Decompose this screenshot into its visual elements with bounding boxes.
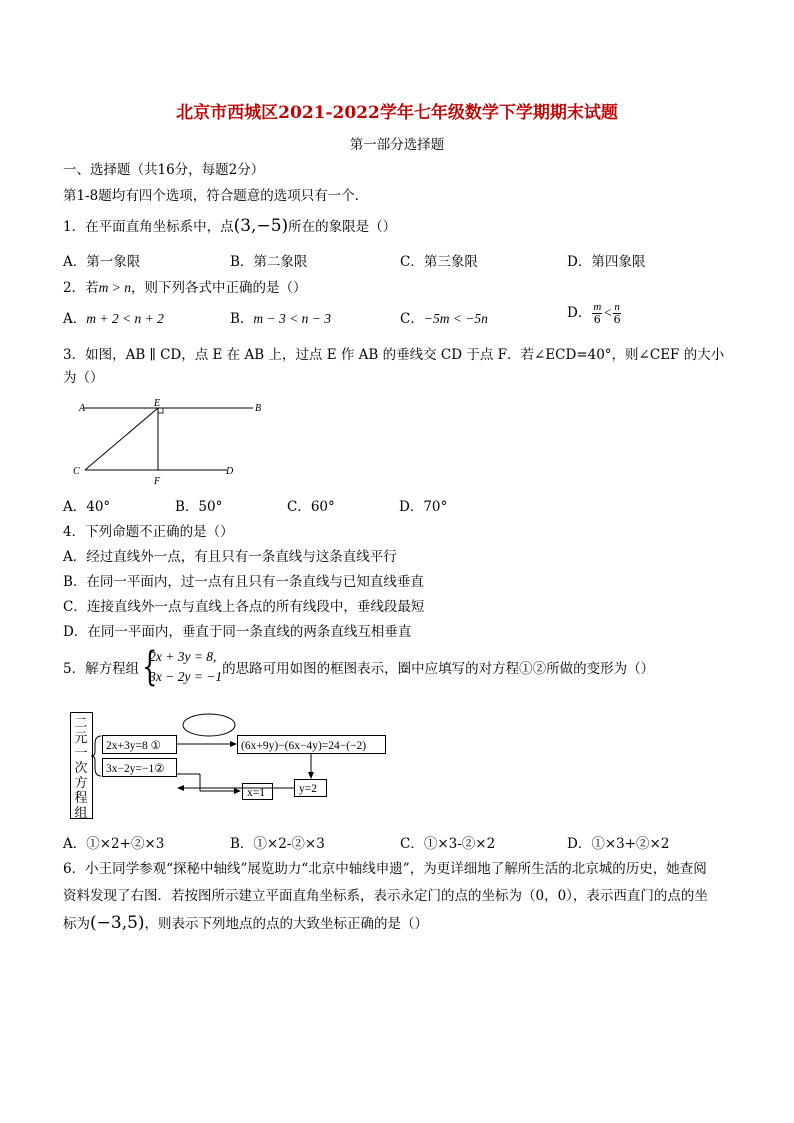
- q5-option-b[interactable]: B．①×2-②×3: [230, 836, 325, 852]
- q3-option-c[interactable]: C．60°: [287, 499, 335, 515]
- svg-text:次: 次: [74, 760, 88, 775]
- q5-option-a[interactable]: A．①×2+②×3: [63, 836, 165, 852]
- label-f: F: [154, 476, 161, 487]
- q3-stem-line1: 3．如图，AB ∥ CD，点 E 在 AB 上，过点 E 作 AB 的垂线交 CD 于点 F．若∠ECD=40°，则∠CEF 的大小: [63, 347, 725, 363]
- q1-stem: 1．在平面直角坐标系中，点(3,−5)所在的象限是（）: [63, 216, 397, 236]
- svg-text:元: 元: [74, 730, 88, 745]
- section-heading: 一、选择题（共16分，每题2分）: [63, 162, 265, 178]
- q2-stem: 2．若m > n，则下列各式中正确的是（）: [63, 280, 307, 296]
- svg-text:组: 组: [74, 805, 88, 820]
- segment-ec: [85, 408, 158, 470]
- q4-option-b[interactable]: B．在同一平面内，过一点有且只有一条直线与已知直线垂直: [63, 574, 424, 590]
- q6-line1: 6．小王同学参观“探秘中轴线”展览助力“北京中轴线申遗”，为更详细地了解所生活的北京城的历史，她查阅: [63, 861, 707, 877]
- q4-stem: 4．下列命题不正确的是（）: [63, 524, 234, 540]
- q5-stem: 5．解方程组 { 2x + 3y = 8, 3x − 2y = −1 的思路可用如图的框图表示，圈中应填写的对方程①②所做的变形为（）: [63, 644, 655, 690]
- q1-option-a[interactable]: A．第一象限: [63, 254, 141, 270]
- svg-text:程: 程: [74, 790, 88, 805]
- q3-option-b[interactable]: B．50°: [175, 499, 223, 515]
- q1-option-b[interactable]: B．第二象限: [230, 254, 308, 270]
- svg-text:一: 一: [74, 745, 88, 760]
- svg-text:二: 二: [74, 715, 88, 730]
- svg-text:3x−2y=−1②: 3x−2y=−1②: [106, 763, 165, 775]
- q5-equation-system: { 2x + 3y = 8, 3x − 2y = −1: [142, 644, 223, 690]
- q5-option-d[interactable]: D．①×3+②×2: [567, 836, 670, 852]
- label-d: D: [226, 466, 234, 477]
- q4-option-d[interactable]: D．在同一平面内，垂直于同一条直线的两条直线互相垂直: [63, 624, 412, 640]
- flow-side-label: [75, 715, 88, 820]
- page-title: 北京市西城区2021-2022学年七年级数学下学期期末试题: [176, 103, 618, 123]
- svg-text:x=1: x=1: [247, 787, 265, 799]
- q5-flowchart: [70, 712, 400, 820]
- q2-condition: m > n: [98, 280, 131, 295]
- label-e: E: [154, 398, 161, 409]
- q6-line2: 资料发现了右图．若按图所示建立平面直角坐标系，表示永定门的点的坐标为（0，0），表示西直门的点的坐: [63, 888, 708, 904]
- q3-option-a[interactable]: A．40°: [63, 499, 111, 515]
- q2-option-b[interactable]: B．m − 3 < n − 3: [230, 311, 332, 327]
- q2-d-fraction-m: $\frac{m}{6}$: [593, 301, 602, 326]
- flow-blank-ellipse: [183, 714, 235, 736]
- q3-option-d[interactable]: D．70°: [399, 499, 448, 515]
- q1-point: (3,−5): [233, 216, 289, 236]
- svg-text:(6x+9y)−(6x−4y)=24−(−2): (6x+9y)−(6x−4y)=24−(−2): [241, 740, 367, 752]
- svg-text:y=2: y=2: [299, 783, 317, 795]
- q6-line3: 标为(−3,5)，则表示下列地点的点的大致坐标正确的是（）: [63, 913, 429, 933]
- q3-figure: [65, 396, 275, 488]
- q2-option-d[interactable]: D． $\frac{m}{6}$ < $\frac{n}{6}$: [567, 301, 621, 326]
- q2-option-c[interactable]: C．−5m < −5n: [400, 311, 488, 327]
- part-heading: 第一部分选择题: [349, 137, 445, 153]
- q2-option-a[interactable]: A．m + 2 < n + 2: [63, 311, 164, 327]
- q4-option-c[interactable]: C．连接直线外一点与直线上各点的所有线段中，垂线段最短: [63, 599, 425, 615]
- svg-text:2x+3y=8 ①: 2x+3y=8 ①: [106, 740, 161, 752]
- svg-text:方: 方: [74, 775, 88, 790]
- q3-stem-line2: 为（）: [63, 370, 104, 386]
- label-a: A: [79, 403, 86, 414]
- instruction: 第1-8题均有四个选项，符合题意的选项只有一个．: [63, 188, 369, 204]
- q1-option-c[interactable]: C．第三象限: [400, 254, 478, 270]
- q4-option-a[interactable]: A．经过直线外一点，有且只有一条直线与这条直线平行: [63, 549, 397, 565]
- q2-d-fraction-n: $\frac{n}{6}$: [613, 301, 621, 326]
- q1-option-d[interactable]: D．第四象限: [567, 254, 646, 270]
- q5-option-c[interactable]: C．①×3-②×2: [400, 836, 496, 852]
- label-c: C: [73, 466, 80, 477]
- label-b: B: [255, 403, 262, 414]
- q6-point: (−3,5): [90, 913, 145, 933]
